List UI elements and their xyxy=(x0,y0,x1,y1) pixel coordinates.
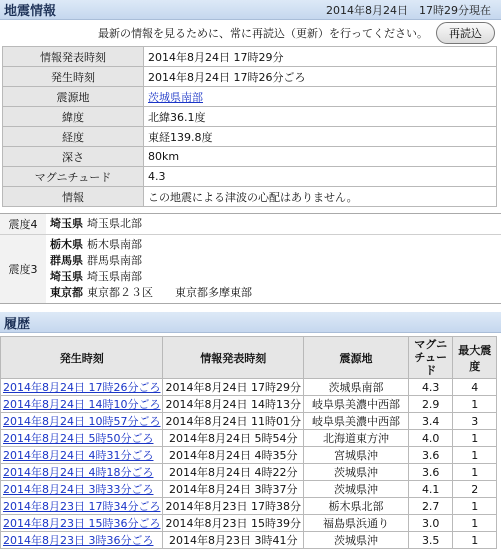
col-magnitude-cell: 3.4 xyxy=(408,413,452,430)
area-names: 群馬県南部 xyxy=(87,254,142,267)
col-magnitude-cell: 2.9 xyxy=(408,396,452,413)
detail-row xyxy=(3,107,497,127)
detail-label: 深さ xyxy=(3,147,144,167)
col-max-intensity-cell: 1 xyxy=(453,430,497,447)
col-occurred-cell xyxy=(1,515,163,532)
col-epicenter-cell: 宮城県沖 xyxy=(303,447,408,464)
history-quake-link[interactable]: 2014年8月24日 17時26分ごろ xyxy=(3,381,161,394)
col-occurred-cell xyxy=(1,498,163,515)
intensity-area-line xyxy=(50,237,497,253)
detail-value: 東経139.8度 xyxy=(144,127,497,147)
detail-value: 2014年8月24日 17時26分ごろ xyxy=(144,67,497,87)
intensity-areas xyxy=(46,214,501,234)
detail-value: 80km xyxy=(144,147,497,167)
current-timestamp: 2014年8月24日 17時29分現在 xyxy=(326,3,491,17)
intensity-list xyxy=(0,213,501,304)
history-quake-link[interactable]: 2014年8月23日 17時34分ごろ xyxy=(3,500,161,513)
col-occurred-cell xyxy=(1,430,163,447)
col-epicenter-cell: 茨城県沖 xyxy=(303,481,408,498)
prefecture-name: 栃木県 xyxy=(50,238,83,251)
col-magnitude-cell: 3.6 xyxy=(408,447,452,464)
detail-row xyxy=(3,147,497,167)
history-row xyxy=(1,379,497,396)
col-announced-cell: 2014年8月24日 11時01分 xyxy=(163,413,303,430)
prefecture-name: 東京都 xyxy=(50,286,83,299)
col-max-intensity-cell: 1 xyxy=(453,498,497,515)
history-quake-link[interactable]: 2014年8月24日 3時33分ごろ xyxy=(3,483,154,496)
detail-value: 北緯36.1度 xyxy=(144,107,497,127)
col-magnitude-cell: 3.6 xyxy=(408,464,452,481)
area-names: 埼玉県北部 xyxy=(87,217,142,230)
page-title: 地震情報 xyxy=(4,4,57,19)
col-announced-cell: 2014年8月24日 4時35分 xyxy=(163,447,303,464)
history-row xyxy=(1,413,497,430)
reload-notice-text: 最新の情報を見るために、常に再読込（更新）を行ってください。 xyxy=(98,27,428,40)
detail-value: 4.3 xyxy=(144,167,497,187)
detail-row xyxy=(3,67,497,87)
detail-label: 情報発表時刻 xyxy=(3,47,144,67)
col-magnitude-cell: 3.5 xyxy=(408,532,452,549)
col-max-intensity-header: 最大震度 xyxy=(453,337,497,379)
detail-row xyxy=(3,187,497,207)
detail-row xyxy=(3,87,497,107)
reload-notice xyxy=(0,20,501,46)
col-announced-cell: 2014年8月24日 3時37分 xyxy=(163,481,303,498)
col-announced-cell: 2014年8月24日 4時22分 xyxy=(163,464,303,481)
detail-label: マグニチュード xyxy=(3,167,144,187)
col-occurred-cell xyxy=(1,532,163,549)
history-table xyxy=(0,336,497,549)
col-occurred-cell xyxy=(1,379,163,396)
history-row xyxy=(1,498,497,515)
col-magnitude-cell: 2.7 xyxy=(408,498,452,515)
col-announced-cell: 2014年8月24日 14時13分 xyxy=(163,396,303,413)
detail-label: 経度 xyxy=(3,127,144,147)
prefecture-name: 群馬県 xyxy=(50,254,83,267)
col-epicenter-cell: 栃木県北部 xyxy=(303,498,408,515)
col-epicenter-cell: 岐阜県美濃中西部 xyxy=(303,396,408,413)
area-names: 栃木県南部 xyxy=(87,238,142,251)
intensity-level: 震度3 xyxy=(8,263,38,276)
col-magnitude-cell: 3.0 xyxy=(408,515,452,532)
detail-row xyxy=(3,47,497,67)
col-occurred-cell xyxy=(1,481,163,498)
col-max-intensity-cell: 1 xyxy=(453,515,497,532)
col-magnitude-header: マグニチュード xyxy=(408,337,452,379)
intensity-group xyxy=(0,235,501,303)
col-magnitude-cell: 4.3 xyxy=(408,379,452,396)
col-announced-cell: 2014年8月24日 17時29分 xyxy=(163,379,303,396)
col-max-intensity-cell: 1 xyxy=(453,532,497,549)
col-epicenter-cell: 北海道東方沖 xyxy=(303,430,408,447)
col-occurred-header: 発生時刻 xyxy=(1,337,163,379)
col-announced-cell: 2014年8月23日 3時41分 xyxy=(163,532,303,549)
history-quake-link[interactable]: 2014年8月24日 14時10分ごろ xyxy=(3,398,161,411)
col-epicenter-header: 震源地 xyxy=(303,337,408,379)
history-quake-link[interactable]: 2014年8月24日 10時57分ごろ xyxy=(3,415,161,428)
reload-button[interactable]: 再読込 xyxy=(436,22,495,44)
history-quake-link[interactable]: 2014年8月24日 5時50分ごろ xyxy=(3,432,154,445)
detail-label: 情報 xyxy=(3,187,144,207)
col-occurred-cell xyxy=(1,413,163,430)
history-quake-link[interactable]: 2014年8月24日 4時31分ごろ xyxy=(3,449,154,462)
history-quake-link[interactable]: 2014年8月23日 3時36分ごろ xyxy=(3,534,154,547)
col-max-intensity-cell: 4 xyxy=(453,379,497,396)
detail-row xyxy=(3,127,497,147)
col-max-intensity-cell: 1 xyxy=(453,447,497,464)
col-occurred-cell xyxy=(1,447,163,464)
col-magnitude-cell: 4.0 xyxy=(408,430,452,447)
col-epicenter-cell: 茨城県沖 xyxy=(303,532,408,549)
col-max-intensity-cell: 1 xyxy=(453,464,497,481)
detail-label: 緯度 xyxy=(3,107,144,127)
history-row xyxy=(1,464,497,481)
col-max-intensity-cell: 2 xyxy=(453,481,497,498)
detail-value xyxy=(144,87,497,107)
intensity-area-line xyxy=(50,216,497,232)
intensity-area-line xyxy=(50,269,497,285)
prefecture-name: 埼玉県 xyxy=(50,217,83,230)
history-row xyxy=(1,447,497,464)
col-announced-cell: 2014年8月24日 5時54分 xyxy=(163,430,303,447)
intensity-area-line xyxy=(50,253,497,269)
col-max-intensity-cell: 1 xyxy=(453,396,497,413)
col-max-intensity-cell: 3 xyxy=(453,413,497,430)
history-row xyxy=(1,430,497,447)
intensity-level: 震度4 xyxy=(8,218,38,231)
history-quake-link[interactable]: 2014年8月24日 4時18分ごろ xyxy=(3,466,154,479)
intensity-group xyxy=(0,214,501,235)
col-announced-cell: 2014年8月23日 15時39分 xyxy=(163,515,303,532)
col-magnitude-cell: 4.1 xyxy=(408,481,452,498)
history-row xyxy=(1,515,497,532)
area-names: 埼玉県南部 xyxy=(87,270,142,283)
detail-value: 2014年8月24日 17時29分 xyxy=(144,47,497,67)
col-epicenter-cell: 茨城県南部 xyxy=(303,379,408,396)
history-quake-link[interactable]: 2014年8月23日 15時36分ごろ xyxy=(3,517,161,530)
intensity-area-line xyxy=(50,285,497,301)
detail-value: この地震による津波の心配はありません。 xyxy=(144,187,497,207)
detail-row xyxy=(3,167,497,187)
col-epicenter-cell: 茨城県沖 xyxy=(303,464,408,481)
detail-label: 発生時刻 xyxy=(3,67,144,87)
intensity-areas xyxy=(46,235,501,303)
col-announced-header: 情報発表時刻 xyxy=(163,337,303,379)
quake-detail-table xyxy=(2,46,497,207)
col-epicenter-cell: 岐阜県美濃中西部 xyxy=(303,413,408,430)
epicenter-link[interactable]: 茨城県南部 xyxy=(148,90,203,104)
history-row xyxy=(1,396,497,413)
col-announced-cell: 2014年8月23日 17時38分 xyxy=(163,498,303,515)
history-row xyxy=(1,481,497,498)
area-names: 東京都２３区 東京都多摩東部 xyxy=(87,286,252,299)
history-row xyxy=(1,532,497,549)
quake-info-header xyxy=(0,0,501,20)
col-epicenter-cell: 福島県浜通り xyxy=(303,515,408,532)
history-header: 履歴 xyxy=(0,312,501,333)
prefecture-name: 埼玉県 xyxy=(50,270,83,283)
detail-label: 震源地 xyxy=(3,87,144,107)
col-occurred-cell xyxy=(1,396,163,413)
col-occurred-cell xyxy=(1,464,163,481)
